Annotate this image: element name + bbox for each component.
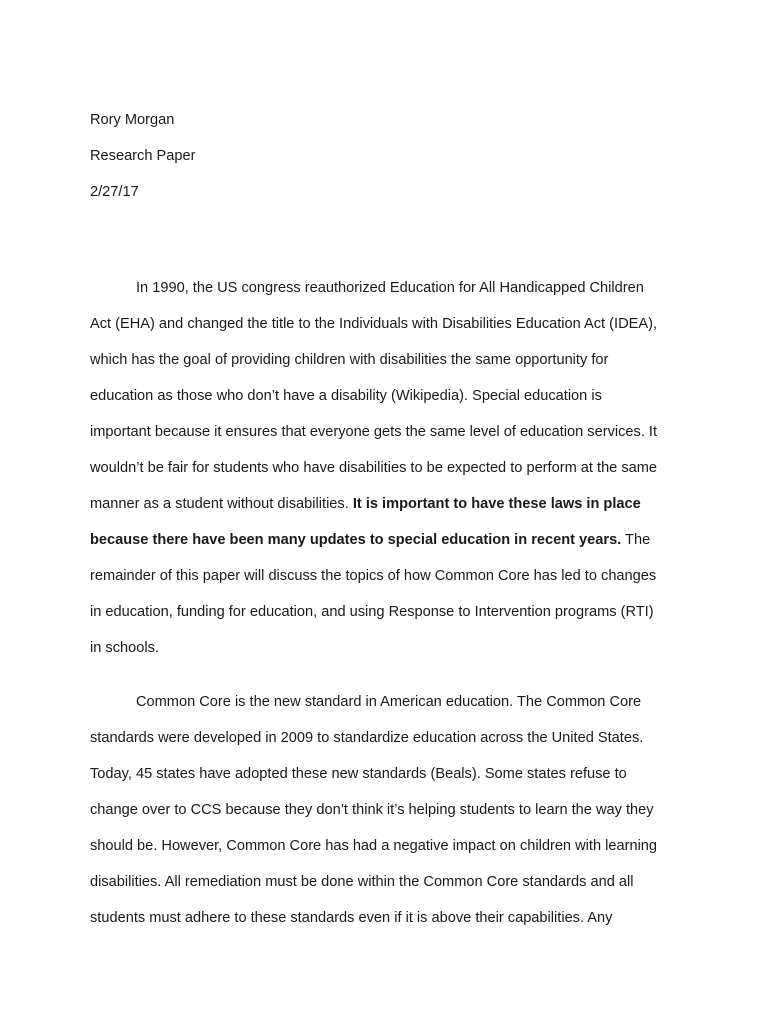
body-text	[90, 270, 680, 954]
text-line	[90, 864, 680, 900]
text-run: change over to CCS because they don’t think it’s helping students to learn the way they	[90, 802, 654, 818]
text-run: standards were developed in 2009 to standardize education across the United States.	[90, 730, 644, 746]
text-line	[90, 378, 680, 414]
text-line	[90, 828, 680, 864]
text-run: Common Core is the new standard in American education. The Common Core	[136, 694, 642, 710]
bold-text: because there have been many updates to special education in recent years.	[90, 532, 622, 548]
text-line	[90, 414, 680, 450]
text-run: manner as a student without disabilities.	[90, 496, 353, 512]
text-line	[90, 558, 680, 594]
text-run: important because it ensures that everyone gets the same level of education services. It	[90, 424, 658, 440]
text-run: should be. However, Common Core has had a negative impact on children with learning	[90, 838, 658, 854]
header-block	[90, 110, 690, 218]
text-run: disabilities. All remediation must be done within the Common Core standards and all	[90, 874, 634, 890]
text-line	[90, 522, 680, 558]
text-line	[90, 306, 680, 342]
text-run: Act (EHA) and changed the title to the Individuals with Disabilities Education Act (IDEA),	[90, 316, 658, 332]
paragraph	[90, 684, 680, 936]
text-line	[90, 486, 680, 522]
paragraph	[90, 270, 680, 666]
text-run: education as those who don’t have a disability (Wikipedia). Special education is	[90, 388, 602, 404]
text-line	[90, 684, 680, 720]
author-name: Rory Morgan	[90, 112, 175, 128]
text-line	[90, 342, 680, 378]
text-run: Today, 45 states have adopted these new standards (Beals). Some states refuse to	[90, 766, 627, 782]
paper-title: Research Paper	[90, 148, 196, 164]
text-run: students must adhere to these standards even if it is above their capabilities. Any	[90, 910, 613, 926]
text-run: in schools.	[90, 640, 159, 656]
text-line	[90, 900, 680, 936]
bold-text: It is important to have these laws in place	[352, 496, 641, 512]
text-line	[90, 756, 680, 792]
text-line	[90, 720, 680, 756]
text-line	[90, 270, 680, 306]
text-line	[90, 594, 680, 630]
text-run: remainder of this paper will discuss the topics of how Common Core has led to changes	[90, 568, 657, 584]
text-run: wouldn’t be fair for students who have disabilities to be expected to perform at the same	[90, 460, 658, 476]
text-run: In 1990, the US congress reauthorized Education for All Handicapped Children	[136, 280, 644, 296]
text-line	[90, 450, 680, 486]
paper-date: 2/27/17	[90, 184, 139, 200]
text-run: The	[621, 532, 651, 548]
text-run: in education, funding for education, and using Response to Intervention programs (RTI)	[90, 604, 654, 620]
text-line	[90, 792, 680, 828]
text-run: which has the goal of providing children with disabilities the same opportunity for	[90, 352, 609, 368]
text-line	[90, 630, 680, 666]
